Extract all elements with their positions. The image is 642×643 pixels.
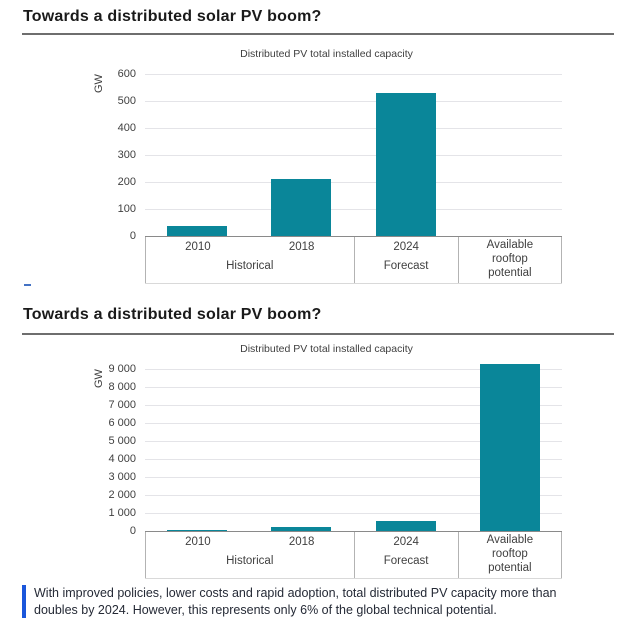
y-tick-label: 8 000 [108, 381, 136, 393]
category-years [355, 237, 458, 254]
y-tick-label: 100 [117, 203, 136, 215]
gridline [145, 74, 562, 75]
gridline [145, 101, 562, 102]
chart1-title: Distributed PV total installed capacity [240, 48, 413, 60]
y-tick-label: 500 [117, 95, 136, 107]
category-group-label: Forecast [383, 555, 429, 567]
bar-available-rooftop-potential [480, 364, 540, 531]
category-group [458, 532, 562, 578]
category-group-label: Available rooftop potential [486, 239, 534, 279]
y-tick-label: 0 [129, 525, 136, 537]
category-years [146, 237, 354, 254]
footnote-accent-bar [22, 585, 26, 618]
gridline [145, 128, 562, 129]
y-tick-label: 3 000 [108, 471, 136, 483]
footnote [22, 585, 586, 618]
category-year: 2018 [288, 536, 315, 548]
slide2-title: Towards a distributed solar PV boom? [23, 306, 322, 323]
y-tick-label: 0 [129, 230, 136, 242]
slide1-title: Towards a distributed solar PV boom? [23, 8, 322, 25]
y-tick-label: 2 000 [108, 489, 136, 501]
category-group [354, 532, 458, 578]
y-tick-label: 200 [117, 176, 136, 188]
bar-2024 [376, 93, 436, 236]
category-group-label: Historical [226, 555, 274, 567]
y-tick-label: 6 000 [108, 417, 136, 429]
category-group-label: Available rooftop potential [486, 534, 534, 574]
gridline [145, 155, 562, 156]
chart2-y-axis-label: GW [93, 369, 105, 389]
chart2-plot-area [145, 369, 562, 531]
footnote-text: With improved policies, lower costs and rapid adoption, total distributed PV capacity more than doubles by 2024. However, this represents only 6% of the global technical potential. [34, 586, 557, 617]
chart1-x-axis [145, 236, 562, 284]
chart2-title: Distributed PV total installed capacity [240, 343, 413, 355]
category-group-label: Forecast [383, 260, 429, 272]
chart-top [0, 42, 642, 283]
y-tick-label: 600 [117, 68, 136, 80]
category-year: 2024 [393, 536, 419, 548]
category-years [355, 532, 458, 549]
bar-2024 [376, 521, 436, 531]
y-tick-label: 9 000 [108, 363, 136, 375]
y-tick-label: 300 [117, 149, 136, 161]
category-group-label: Historical [226, 260, 274, 272]
gridline [145, 209, 562, 210]
slide1-title-divider [22, 33, 614, 35]
y-tick-label: 1 000 [108, 507, 136, 519]
chart1-plot-area [145, 74, 562, 236]
category-year: 2010 [185, 241, 211, 253]
cursor-dash [24, 284, 31, 286]
gridline [145, 182, 562, 183]
category-year: 2010 [185, 536, 211, 548]
chart2-x-axis [145, 531, 562, 579]
y-tick-label: 5 000 [108, 435, 136, 447]
y-tick-label: 400 [117, 122, 136, 134]
chart1-y-axis-label: GW [93, 74, 105, 94]
category-year: 2018 [288, 241, 315, 253]
category-years [146, 532, 354, 549]
category-group [458, 237, 562, 283]
y-tick-label: 4 000 [108, 453, 136, 465]
category-group [354, 237, 458, 283]
bar-2018 [271, 179, 331, 236]
category-group [145, 532, 354, 578]
category-year: 2024 [393, 241, 419, 253]
category-group [145, 237, 354, 283]
chart-bottom [0, 337, 642, 578]
slide2-title-divider [22, 333, 614, 335]
y-tick-label: 7 000 [108, 399, 136, 411]
bar-2010 [167, 226, 227, 236]
